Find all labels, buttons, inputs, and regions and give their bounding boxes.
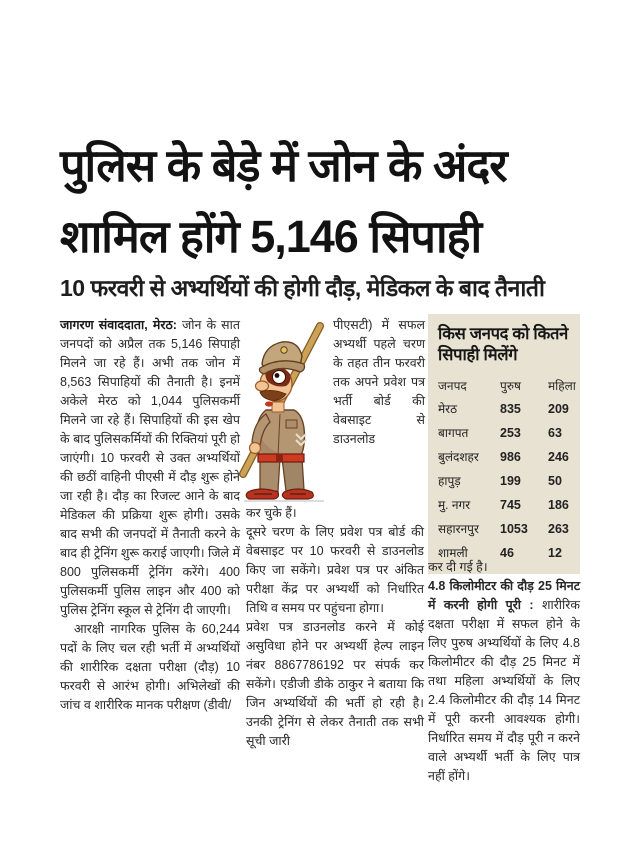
paragraph-text: कर दी गई है। xyxy=(428,560,488,574)
paragraph xyxy=(246,504,424,523)
table-row-district: हापुड़ xyxy=(438,474,461,488)
column-header-male: पुरुष xyxy=(500,379,521,393)
table-row-female: 246 xyxy=(548,450,569,464)
paragraph xyxy=(246,618,424,751)
table-row-district: सहारनपुर xyxy=(438,522,479,536)
table-row-male: 1053 xyxy=(500,522,528,536)
table-row-female: 186 xyxy=(548,498,569,512)
paragraph-text: पीएसटी) में सफल अभ्यर्थी पहले चरण के तहत तीन फरवरी तक अपने प्रवेश पत्र भर्ती बोर्ड की वेबसाइट से डाउनलोड xyxy=(333,318,425,446)
paragraph-text: प्रवेश पत्र डाउनलोड करने में कोई असुविधा होने पर अभ्यर्थी हेल्प लाइन नंबर 8867786192 पर संपर्क कर सकेंगे। एडीजी डीके ठाकुर ने बताया कि जिन अभ्यर्थियों की भर्ती हो रही है। उनकी ट्रेनिंग से लेकर तैनाती तक सभी सूची जारी xyxy=(246,620,424,748)
article-headline xyxy=(60,130,584,272)
table-row-female: 12 xyxy=(548,546,562,560)
table-row-district: मेरठ xyxy=(438,402,458,416)
table-row-male: 253 xyxy=(500,426,521,440)
table-row-district: शामली xyxy=(438,546,468,560)
paragraph-text: शारीरिक दक्षता परीक्षा में सफल होने के लिए पुरुष अभ्यर्थियों के लिए 4.8 किलोमीटर की दौड़ 25 मिनट में तथा महिला अभ्यर्थियों के लिए 2.4 किलोमीटर की दौड़ 14 मिनट में पूरी करनी आवश्यक होगी। निर्धारित समय में दौड़ पूरी न करने वाले अभ्यर्थी भर्ती के लिए पात्र नहीं होंगे। xyxy=(428,598,580,783)
table-row-district: बागपत xyxy=(438,426,469,440)
paragraph xyxy=(428,577,580,786)
paragraph-text: आरक्षी नागरिक पुलिस के 60,244 पदों के लिए चल रही भर्ती में अभ्यर्थियों की शारीरिक दक्षता परीक्षा (दौड़) 10 फरवरी से आरंभ होगी। अभिलेखों की जांच व शारीरिक मानक परीक्षण (डीवी/ xyxy=(60,622,240,712)
table-title-line-1: किस जनपद को कितने xyxy=(438,325,568,343)
table-grid xyxy=(438,375,576,565)
table-row-male: 199 xyxy=(500,474,521,488)
policeman-cartoon-illustration xyxy=(236,318,332,504)
table-title xyxy=(438,324,571,366)
column-header-female: महिला xyxy=(548,379,576,393)
paragraph-text: जोन के सात जनपदों को अप्रैल तक 5,146 सिपाही मिलने जा रहे हैं। अभी तक जोन में 8,563 सिपाहियों की तैनाती है। इनमें अकेले मेरठ को 1,044 पुलिसकर्मी मिलने जा रहे हैं। सिपाहियों की इस खेप के बाद पुलिसकर्मियों की रिक्तियां पूरी हो जाएंगी। 10 फरवरी से उक्त अभ्यर्थियों की छठीं वाहिनी पीएसी में दौड़ शुरू होने जा रही है। दौड़ का रिजल्ट आने के बाद मेडिकल की प्रक्रिया शुरू होगी। उसके बाद सभी की जनपदों में तैनाती करने के बाद ही ट्रेनिंग शुरू कराई जाएगी। जिले में 800 पुलिसकर्मी ट्रेनिंग करेंगे। 400 पुलिसकर्मी पुलिस लाइन और 400 को पुलिस ट्रेनिंग स्कूल से ट्रेनिंग दी जाएगी। xyxy=(60,318,240,617)
table-row-male: 46 xyxy=(500,546,514,560)
body-column-2-beside-cartoon xyxy=(333,316,425,449)
body-column-3 xyxy=(428,558,580,786)
paragraph xyxy=(60,316,240,620)
table-row-male: 745 xyxy=(500,498,521,512)
table-row-male: 835 xyxy=(500,402,521,416)
paragraph xyxy=(246,523,424,618)
district-constables-table xyxy=(428,314,580,574)
headline-line-2: शामिल होंगे 5,146 सिपाही xyxy=(60,211,482,262)
paragraph-text: कर चुके हैं। xyxy=(246,506,297,520)
table-row-female: 263 xyxy=(548,522,569,536)
table-row-female: 50 xyxy=(548,474,562,488)
table-row-male: 986 xyxy=(500,450,521,464)
table-row-district: बुलंदशहर xyxy=(438,450,479,464)
byline: जागरण संवाददाता, मेरठ: xyxy=(60,318,177,332)
table-title-line-2: सिपाही मिलेंगे xyxy=(438,346,518,364)
article-subheadline: 10 फरवरी से अभ्यर्थियों की होगी दौड़, मेडिकल के बाद तैनाती xyxy=(60,275,545,301)
table-row-district: मु. नगर xyxy=(438,498,471,512)
paragraph xyxy=(428,558,580,577)
body-column-1 xyxy=(60,316,240,715)
table-row-female: 63 xyxy=(548,426,562,440)
table-row-female: 209 xyxy=(548,402,569,416)
paragraph-text: दूसरे चरण के लिए प्रवेश पत्र बोर्ड की वेबसाइट पर 10 फरवरी से डाउनलोड किए जा सकेंगे। प्रवेश पत्र पर अंकित परीक्षा केंद्र पर अभ्यर्थी को निर्धारित तिथि व समय पर पहुंचना होगा। xyxy=(246,525,424,615)
body-column-2 xyxy=(246,504,424,751)
paragraph xyxy=(333,316,425,449)
sub-section-lead: 4.8 किलोमीटर की दौड़ 25 मिनट में करनी होगी पूरी : xyxy=(428,579,580,612)
paragraph xyxy=(60,620,240,715)
column-header-district: जनपद xyxy=(438,379,467,393)
headline-line-1: पुलिस के बेड़े में जोन के अंदर xyxy=(60,140,507,191)
